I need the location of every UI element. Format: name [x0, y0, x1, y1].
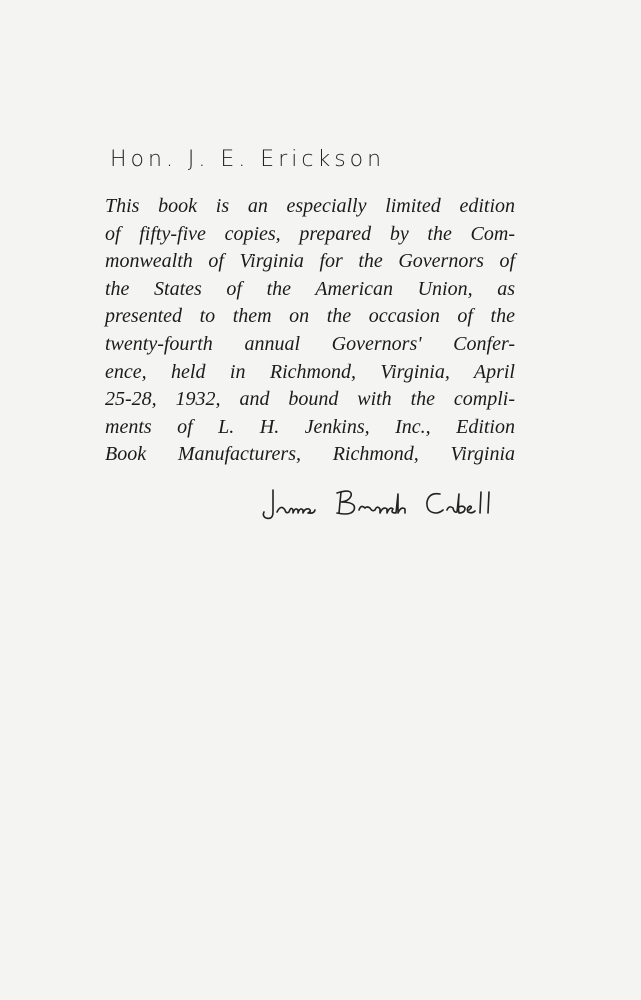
edition-line: This book is an especially limited edition [105, 195, 515, 217]
edition-line: monwealth of Virginia for the Governors of [105, 250, 515, 273]
edition-notice [105, 193, 515, 469]
edition-line: 25-28, 1932, and bound with the compli- [105, 388, 515, 411]
edition-line: presented to them on the occasion of the [105, 305, 515, 328]
edition-line: Book Manufacturers, Richmond, Virginia [105, 443, 515, 466]
edition-line: of fifty-five copies, prepared by the Com- [105, 222, 515, 245]
signature-drawing [259, 480, 519, 530]
edition-line: twenty-fourth annual Governors' Confer- [105, 332, 515, 355]
edition-line: the States of the American Union, as [105, 277, 515, 300]
handwritten-signature [259, 480, 519, 530]
handwritten-inscription: Hon. J. E. Erickson [110, 147, 386, 172]
edition-line: ments of L. H. Jenkins, Inc., Edition [105, 415, 515, 438]
edition-line: ence, held in Richmond, Virginia, April [105, 360, 515, 383]
